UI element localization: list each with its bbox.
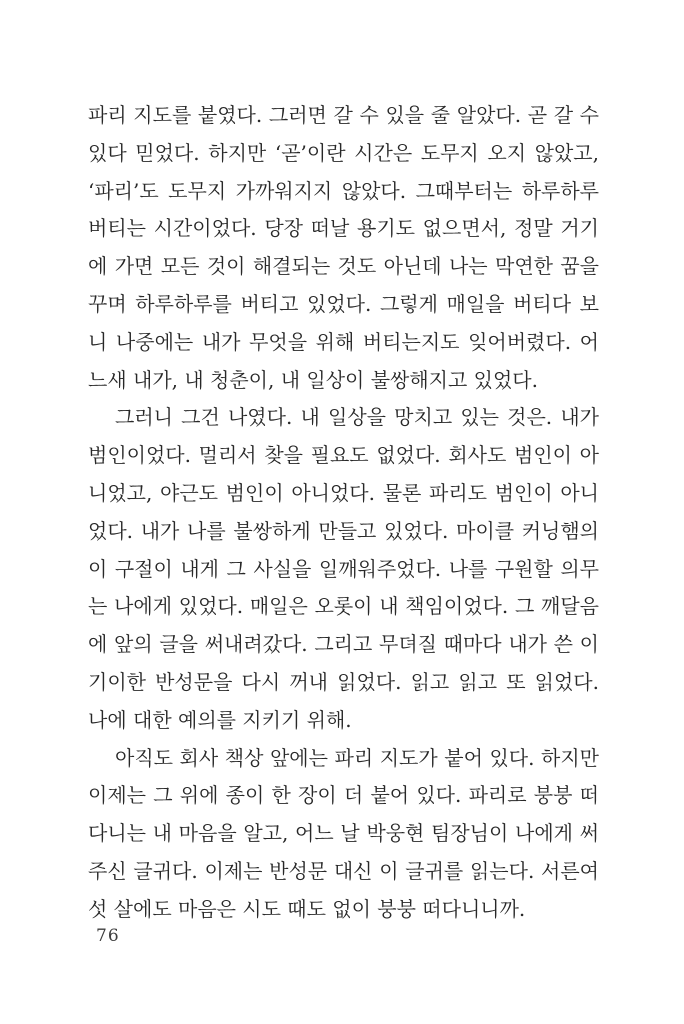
paragraph: 파리 지도를 붙였다. 그러면 갈 수 있을 줄 알았다. 곧 갈 수 있다 믿었다. 하지만 ‘곧’이란 시간은 도무지 오지 않았고, ‘파리’도 도무지 가까워지지 않았다. 그때부터는 하루하루 버티는 시간이었다. 당장 떠날 용기도 없으면서, 정말 거기에 가면 모든 것이 해결되는 것도 아닌데 나는 막연한 꿈을 꾸며 하루하루를 버티고 있었다. 그렇게 매일을 버티다 보니 나중에는 내가 무엇을 위해 버티는지도 잊어버렸다. 어느새 내가, 내 청춘이, 내 일상이 불쌍해지고 있었다. [88,103,599,392]
paragraph: 그러니 그건 나였다. 내 일상을 망치고 있는 것은. 내가 범인이었다. 멀리서 찾을 필요도 없었다. 회사도 범인이 아니었고, 야근도 범인이 아니었다. 물론 파리도 범인이 아니었다. 내가 나를 불쌍하게 만들고 있었다. 마이클 커닝햄의 이 구절이 내게 그 사실을 일깨워주었다. 나를 구원할 의무는 나에게 있었다. 매일은 오롯이 내 책임이었다. 그 깨달음에 앞의 글을 써내려갔다. 그리고 무뎌질 때마다 내가 쓴 이 기이한 반성문을 다시 꺼내 읽었다. 읽고 읽고 또 읽었다. 나에 대한 예의를 지키기 위해. [88,405,599,732]
paragraph: 아직도 회사 책상 앞에는 파리 지도가 붙어 있다. 하지만 이제는 그 위에 종이 한 장이 더 붙어 있다. 파리로 붕붕 떠다니는 내 마음을 알고, 어느 날 박웅현 팀장님이 나에게 써주신 글귀다. 이제는 반성문 대신 이 글귀를 읽는다. 서른여섯 살에도 마음은 시도 때도 없이 붕붕 떠다니니까. [88,745,599,921]
body-text [88,97,599,929]
page-number: 76 [96,926,120,946]
